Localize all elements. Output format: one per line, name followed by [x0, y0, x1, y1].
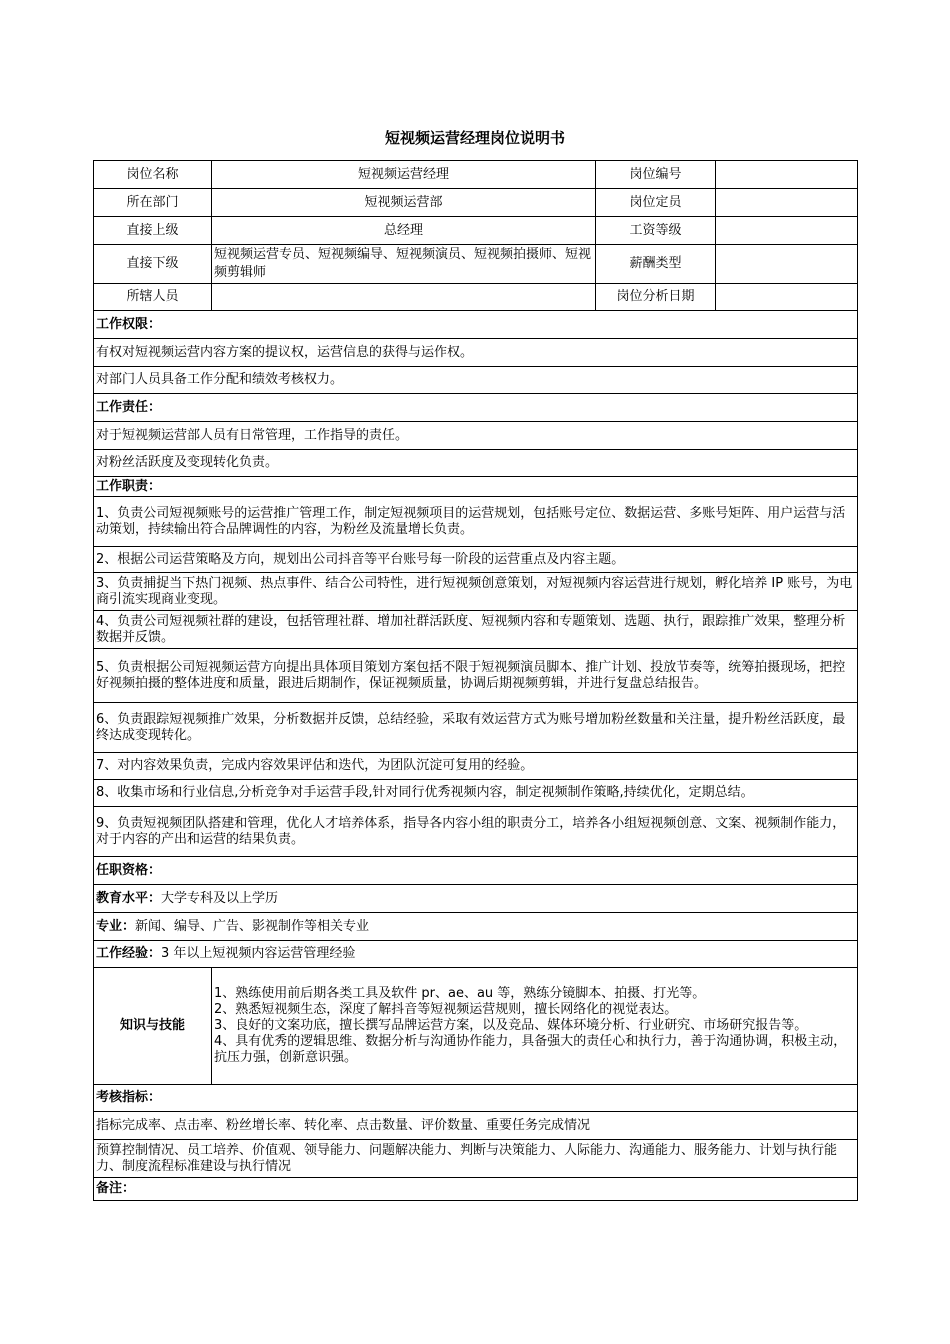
kpi-item: 预算控制情况、员工培养、价值观、领导能力、问题解决能力、判断与决策能力、人际能力、沟通能力、服务能力、计划与执行能力、制度流程标准建设与执行情况 [94, 1140, 858, 1178]
info-label: 所辖人员 [94, 284, 212, 311]
experience-row [94, 941, 858, 968]
job-description-table [93, 160, 858, 1201]
section-header-responsibility: 工作责任： [94, 394, 858, 422]
duty-item: 4、负责公司短视频社群的建设，包括管理社群、增加社群活跃度、短视频内容和专题策划、选题、执行，跟踪推广效果，整理分析数据并反馈。 [94, 611, 858, 649]
authority-item: 有权对短视频运营内容方案的提议权，运营信息的获得与运作权。 [94, 339, 858, 367]
section-header-remarks: 备注： [94, 1178, 858, 1201]
info-label: 直接上级 [94, 217, 212, 245]
skills-row [94, 968, 858, 1085]
info-label: 薪酬类型 [596, 245, 716, 284]
info-value [716, 161, 858, 189]
info-label: 岗位定员 [596, 189, 716, 217]
info-label: 岗位分析日期 [596, 284, 716, 311]
info-label: 直接下级 [94, 245, 212, 284]
skill-item: 1、熟练使用前后期各类工具及软件 pr、ae、au 等，熟练分镜脚本、拍摄、打光等。 [214, 986, 706, 1001]
authority-item: 对部门人员具备工作分配和绩效考核权力。 [94, 367, 858, 394]
duty-item: 8、收集市场和行业信息,分析竞争对手运营手段,针对同行优秀视频内容，制定视频制作策略,持续优化，定期总结。 [94, 780, 858, 807]
duty-item: 2、根据公司运营策略及方向，规划出公司抖音等平台账号每一阶段的运营重点及内容主题。 [94, 547, 858, 573]
info-label: 所在部门 [94, 189, 212, 217]
duty-item: 9、负责短视频团队搭建和管理，优化人才培养体系，指导各内容小组的职责分工，培养各小组短视频创意、文案、视频制作能力，对于内容的产出和运营的结果负责。 [94, 807, 858, 857]
section-header-qualifications: 任职资格： [94, 857, 858, 885]
duty-item: 5、负责根据公司短视频运营方向提出具体项目策划方案包括不限于短视频演员脚本、推广计划、投放节奏等，统筹拍摄现场，把控好视频拍摄的整体进度和质量，跟进后期制作，保证视频质量，协调后期视频剪辑，并进行复盘总结报告。 [94, 649, 858, 703]
skill-item: 3、良好的文案功底，擅长撰写品牌运营方案，以及竞品、媒体环境分析、行业研究、市场研究报告等。 [214, 1018, 808, 1033]
skills-label: 知识与技能 [94, 968, 212, 1085]
section-header-duties: 工作职责： [94, 477, 858, 497]
duty-item: 6、负责跟踪短视频推广效果，分析数据并反馈，总结经验，采取有效运营方式为账号增加粉丝数量和关注量，提升粉丝活跃度，最终达成变现转化。 [94, 703, 858, 753]
info-value [716, 284, 858, 311]
info-row [94, 217, 858, 245]
experience-value: 3 年以上短视频内容运营管理经验 [161, 946, 356, 961]
info-label: 岗位编号 [596, 161, 716, 189]
duty-item: 3、负责捕捉当下热门视频、热点事件、结合公司特性，进行短视频创意策划，对短视频内容运营进行规划，孵化培养 IP 账号，为电商引流实现商业变现。 [94, 573, 858, 611]
duty-item: 1、负责公司短视频账号的运营推广管理工作，制定短视频项目的运营规划，包括账号定位、数据运营、多账号矩阵、用户运营与活动策划，持续输出符合品牌调性的内容，为粉丝及流量增长负责。 [94, 497, 858, 547]
section-header-authority: 工作权限： [94, 311, 858, 339]
info-value: 短视频运营专员、短视频编导、短视频演员、短视频拍摄师、短视频剪辑师 [212, 245, 596, 284]
responsibility-item: 对于短视频运营部人员有日常管理，工作指导的责任。 [94, 422, 858, 450]
info-value [716, 217, 858, 245]
info-row [94, 161, 858, 189]
page-title: 短视频运营经理岗位说明书 [384, 129, 565, 147]
major-row [94, 913, 858, 941]
info-row [94, 189, 858, 217]
skills-list [212, 968, 858, 1085]
education-label: 教育水平： [96, 890, 162, 906]
education-value: 大学专科及以上学历 [161, 890, 279, 906]
info-row [94, 284, 858, 311]
info-label: 工资等级 [596, 217, 716, 245]
skill-item: 2、熟悉短视频生态，深度了解抖音等短视频运营规则，擅长网络化的视觉表达。 [214, 1002, 678, 1017]
info-value: 总经理 [212, 217, 596, 245]
info-label: 岗位名称 [94, 161, 212, 189]
education-row [94, 885, 858, 913]
info-value [716, 189, 858, 217]
experience-label: 工作经验： [96, 946, 162, 961]
info-row [94, 245, 858, 284]
info-value: 短视频运营部 [212, 189, 596, 217]
major-value: 新闻、编导、广告、影视制作等相关专业 [135, 918, 370, 934]
info-value [212, 284, 596, 311]
section-header-kpi: 考核指标： [94, 1085, 858, 1112]
major-label: 专业： [96, 918, 136, 934]
responsibility-item: 对粉丝活跃度及变现转化负责。 [94, 450, 858, 477]
duty-item: 7、对内容效果负责，完成内容效果评估和迭代，为团队沉淀可复用的经验。 [94, 753, 858, 780]
info-value: 短视频运营经理 [212, 161, 596, 189]
skill-item: 4、具有优秀的逻辑思维、数据分析与沟通协作能力，具备强大的责任心和执行力，善于沟通协调，积极主动，抗压力强，创新意识强。 [214, 1034, 847, 1065]
info-value [716, 245, 858, 284]
kpi-item: 指标完成率、点击率、粉丝增长率、转化率、点击数量、评价数量、重要任务完成情况 [94, 1112, 858, 1140]
